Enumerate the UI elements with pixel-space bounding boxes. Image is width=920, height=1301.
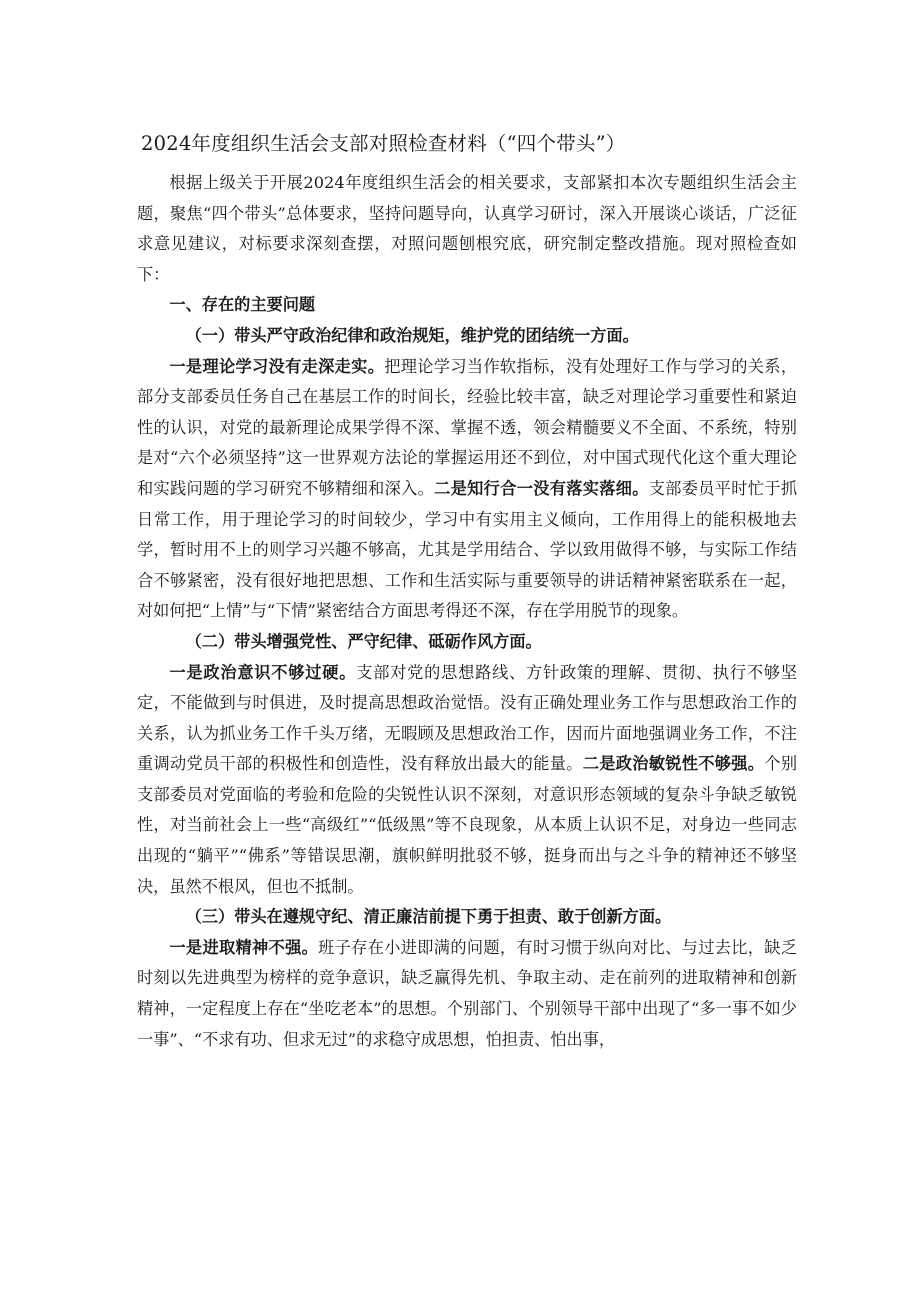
subsection-heading-2: （二）带头增强党性、严守纪律、砥砺作风方面。 bbox=[185, 631, 542, 651]
section-heading-problems: 一、存在的主要问题 bbox=[169, 295, 316, 315]
subsection-3-paragraph bbox=[137, 933, 797, 1055]
point-2-text: 个别支部委员对党面临的考验和危险的尖锐性认识不深刻，对意识形态领域的复杂斗争缺乏敏锐性，对当前社会上一些“高级红”“低级黑”等不良现象，从本质上认识不足，对身边一些同志出现的“躺平”“佛系”等错误思潮，旗帜鲜明批驳不够，挺身而出与之斗争的精神还不够坚决，虽然不根风，但也不抵制。 bbox=[137, 754, 798, 896]
point-1-lead: 一是理论学习没有走深走实。 bbox=[169, 356, 385, 376]
document-title: 2024年度组织生活会支部对照检查材料（“四个带头”） bbox=[141, 132, 626, 155]
document-page bbox=[137, 124, 797, 1055]
point-1-lead: 一是政治意识不够过硬。 bbox=[169, 662, 357, 682]
subsection-heading-3: （三）带头在遵规守纪、清正廉洁前提下勇于担责、敢于创新方面。 bbox=[185, 907, 672, 927]
point-1-text: 支部对党的思想路线、方针政策的理解、贯彻、执行不够坚定，不能做到与时俱进，及时提高思想政治觉悟。没有正确处理业务工作与思想政治工作的关系，认为抓业务工作千头万绪，无暇顾及思想政治工作，因而片面地强调业务工作，不注重调动党员干部的积极性和创造性，没有释放出最大的能量。 bbox=[137, 662, 798, 774]
point-1-text: 把理论学习当作软指标，没有处理好工作与学习的关系，部分支部委员任务自己在基层工作的时间长，经验比较丰富，缺乏对理论学习重要性和紧迫性的认识，对党的最新理论成果学得不深、掌握不透，领会精髓要义不全面、不系统，特别是对“六个必须坚持”这一世界观方法论的掌握运用还不到位，对中国式现代化这个重大理论和实践问题的学习研究不够精细和深入。 bbox=[137, 356, 798, 498]
point-2-text: 支部委员平时忙于抓日常工作，用于理论学习的时间较少，学习中有实用主义倾向，工作用得上的能积极地去学，暂时用不上的则学习兴趣不够高，尤其是学用结合、学以致用做得不够，与实际工作结合不够紧密，没有很好地把思想、工作和生活实际与重要领导的讲话精神紧密联系在一起，对如何把“上情”与“下情”紧密结合方面思考得还不深，存在学用脱节的现象。 bbox=[137, 478, 798, 621]
subsection-2-paragraph bbox=[137, 658, 797, 903]
point-1-lead: 一是进取精神不强。 bbox=[169, 937, 319, 957]
point-1-text: 班子存在小进即满的问题，有时习惯于纵向对比、与过去比，缺乏时刻以先进典型为榜样的竞争意识，缺乏赢得先机、争取主动、走在前列的进取精神和创新精神，一定程度上存在“坐吃老本”的思想。个别部门、个别领导干部中出现了“多一事不如少一事”、“不求有功、但求无过”的求稳守成思想，怕担责、怕出事， bbox=[137, 937, 798, 1049]
subsection-1-paragraph bbox=[137, 352, 797, 627]
point-2-lead: 二是政治敏锐性不够强。 bbox=[582, 754, 765, 774]
subsection-heading-1: （一）带头严守政治纪律和政治规矩，维护党的团结统一方面。 bbox=[185, 325, 639, 345]
intro-paragraph: 根据上级关于开展2024年度组织生活会的相关要求，支部紧扣本次专题组织生活会主题，聚焦“四个带头”总体要求，坚持问题导向，认真学习研讨，深入开展谈心谈话，广泛征求意见建议，对标要求深刻查摆，对照问题刨根究底，研究制定整改措施。现对照检查如下： bbox=[137, 173, 797, 284]
point-2-lead: 二是知行合一没有落实落细。 bbox=[434, 478, 649, 498]
